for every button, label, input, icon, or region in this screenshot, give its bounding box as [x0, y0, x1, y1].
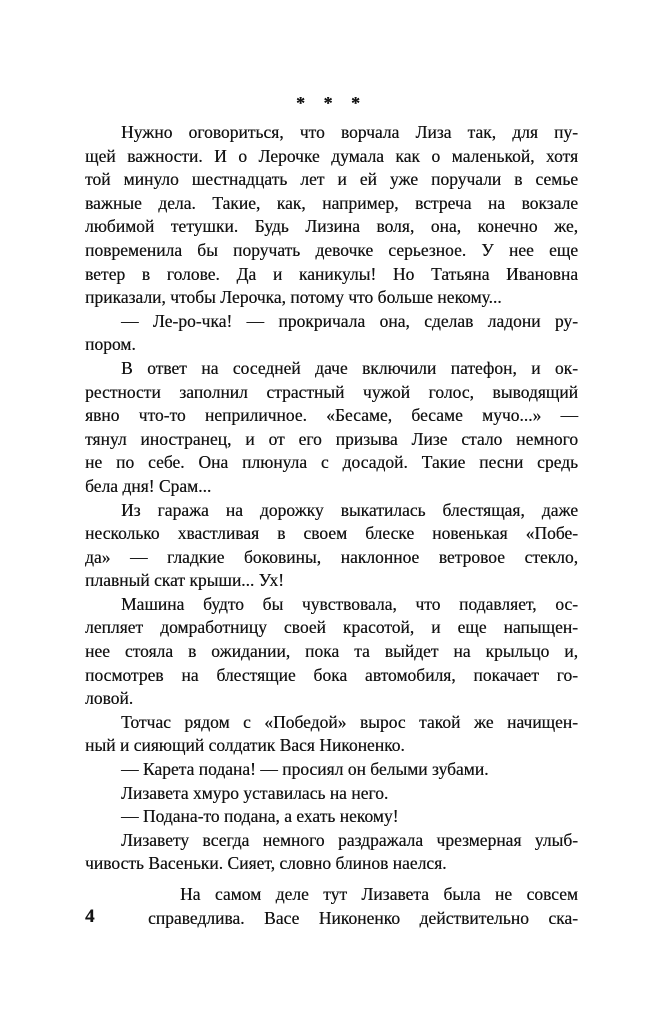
text-line: плавный скат крыши... Ух! [85, 570, 284, 591]
paragraph [85, 711, 578, 758]
text-block [85, 121, 578, 876]
text-line: Нужно оговориться, что ворчала Лиза так, для пу- [121, 122, 578, 142]
text-line: приказали, чтобы Лерочка, потому что больше некому... [85, 287, 502, 308]
paragraph [85, 758, 578, 782]
text-line: да» — гладкие боковины, наклонное ветровое стекло, [85, 546, 578, 567]
text-line: На самом деле тут Лизавета была не совсем [180, 884, 578, 904]
text-line: ловой. [85, 688, 134, 709]
paragraph [85, 829, 578, 876]
text-line: щей важности. И о Лерочке думала как о маленькой, хотя [85, 145, 578, 166]
text-line: Из гаража на дорожку выкатилась блестящая, даже [121, 499, 578, 520]
text-line: ветер в голове. Да и каникулы! Но Татьяна Ивановна [85, 263, 578, 284]
text-line: — Ле-ро-чка! — прокричала она, сделав ладони ру- [121, 310, 578, 331]
text-line: пором. [85, 334, 136, 355]
text-line: — Карета подана! — просиял он белыми зубами. [121, 759, 489, 780]
paragraph [85, 310, 578, 357]
text-line: справедлива. Васе Никоненко действительно ска- [148, 907, 578, 928]
paragraph [85, 499, 578, 593]
paragraph [85, 121, 578, 310]
text-line: не по себе. Она плюнула с досадой. Такие песни средь [85, 452, 578, 473]
text-line: посмотрев на блестящие бока автомобиля, покачает го- [85, 664, 578, 685]
text-line: нее стояла в ожидании, пока та выйдет на крыльцо и, [85, 641, 578, 662]
paragraph [85, 593, 578, 711]
text-line: Тотчас рядом с «Победой» вырос такой же начищен- [121, 711, 578, 732]
text-line: В ответ на соседней даче включили патефон, и ок- [121, 357, 578, 378]
text-line: несколько хвастливая в своем блеске новенькая «Побе- [85, 523, 578, 544]
text-line: любимой тетушки. Будь Лизина воля, она, конечно же, [85, 216, 578, 237]
paragraph [85, 782, 578, 806]
text-line: чивость Васеньки. Сияет, словно блинов наелся. [85, 853, 447, 874]
text-line: тянул иностранец, и от его призыва Лизе стало немного [85, 428, 578, 449]
text-line: бела дня! Срам... [85, 475, 212, 496]
paragraph [85, 805, 578, 829]
text-line: Лизавета хмуро уставилась на него. [121, 782, 389, 803]
text-line: той минуло шестнадцать лет и ей уже поручали в семье [85, 169, 578, 190]
text-line: повременила бы поручать девочке серьезное. У нее еще [85, 239, 578, 260]
page-footer [85, 883, 578, 930]
text-line: Машина будто бы чувствовала, что подавляет, ос- [121, 593, 578, 614]
footer-paragraph [148, 883, 578, 930]
text-line: рестности заполнил страстный чужой голос, выводящий [85, 381, 578, 402]
text-line: важные дела. Такие, как, например, встреча на вокзале [85, 192, 578, 213]
text-line: — Подана-то подана, а ехать некому! [121, 806, 399, 827]
page-number: 4 [85, 906, 95, 927]
text-line: явно что-то неприличное. «Бесаме, бесаме мучо...» — [85, 405, 578, 426]
text-line: ный и сияющий солдатик Вася Никоненко. [85, 735, 405, 756]
text-line: лепляет домработницу своей красотой, и еще напыщен- [85, 617, 578, 638]
section-separator: * * * [296, 93, 367, 113]
text-line: Лизавету всегда немного раздражала чрезмерная улыб- [121, 829, 578, 850]
paragraph [85, 357, 578, 499]
